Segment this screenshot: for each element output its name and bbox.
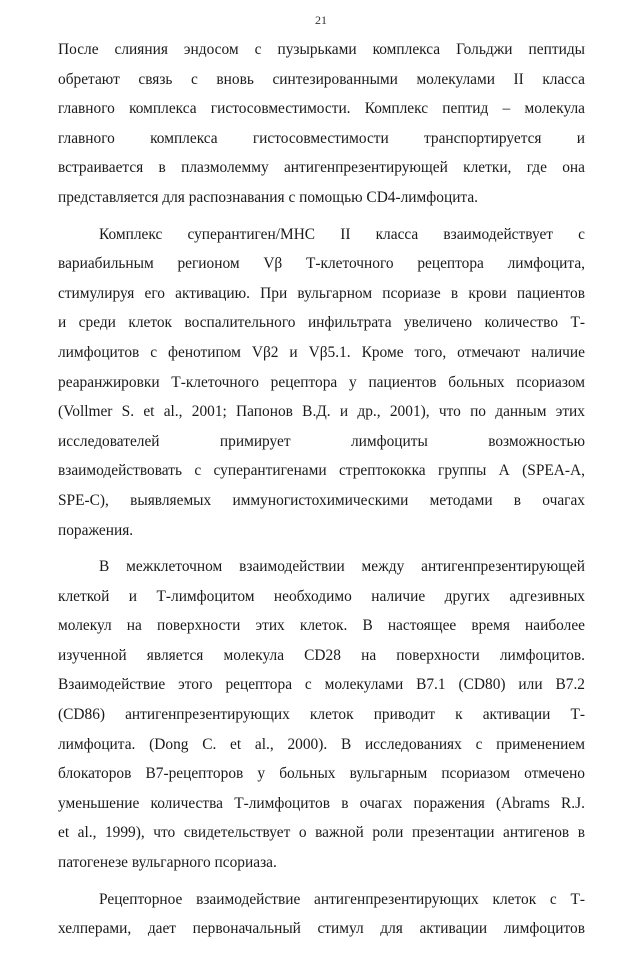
text-line: лимфоцита. (Dong C. et al., 2000). В исследованиях с применением (58, 735, 585, 753)
text-line: et al., 1999), что свидетельствует о важной роли презентации антигенов в (58, 824, 585, 842)
text-line: изученной является молекула CD28 на поверхности лимфоцитов. (58, 646, 585, 664)
text-line: встраивается в плазмолемму антигенпрезентирующей клетки, где она (58, 159, 585, 177)
text-line: блокаторов В7-рецепторов у больных вульгарным псориазом отмечено (58, 765, 585, 783)
text-line: взаимодействовать с суперантигенами стрептококка группы А (SPEA-A, (58, 462, 585, 480)
paragraph-gap (58, 545, 585, 552)
text-line: представляется для распознавания с помощью CD4-лимфоцита. (58, 188, 479, 206)
text-line: реаранжировки Т-клеточного рецептора у пациентов больных псориазом (58, 373, 585, 391)
text-line: стимулируя его активацию. При вульгарном псориазе в крови пациентов (58, 284, 585, 302)
text-line: и среди клеток воспалительного инфильтрата увеличено количество Т- (58, 314, 585, 332)
page-number: 21 (315, 13, 327, 27)
text-line: главного комплекса гистосовместимости транспортируется и (58, 129, 585, 147)
text-line: вариабильным регионом Vβ Т-клеточного рецептора лимфоцита, (58, 255, 585, 273)
text-line: клеткой и Т-лимфоцитом необходимо наличие других адгезивных (58, 587, 585, 605)
document-body (58, 35, 585, 944)
text-line: Взаимодействие этого рецептора с молекулами В7.1 (CD80) или В7.2 (58, 676, 585, 694)
text-line: поражения. (58, 521, 134, 539)
text-line: (CD86) антигенпрезентирующих клеток приводит к активации Т- (58, 706, 585, 724)
paragraph (58, 220, 585, 546)
text-line: После слияния эндосом с пузырьками комплекса Гольджи пептиды (58, 41, 585, 58)
paragraph (58, 552, 585, 878)
text-line: (Vollmer S. et al., 2001; Папонов В.Д. и др., 2001), что по данным этих (58, 403, 585, 421)
text-line: главного комплекса гистосовместимости. Комплекс пептид – молекула (58, 100, 585, 118)
text-line: SPE-C), выявляемых иммуногистохимическими методами в очагах (58, 491, 585, 509)
text-line: лимфоцитов с фенотипом Vβ2 и Vβ5.1. Кроме того, отмечают наличие (58, 343, 585, 361)
text-line: обретают связь с вновь синтезированными молекулами II класса (58, 70, 585, 88)
paragraph (58, 35, 585, 213)
text-line: Комплекс суперантиген/MHC II класса взаимодействует с (99, 225, 585, 243)
text-line: Рецепторное взаимодействие антигенпрезентирующих клеток с Т- (99, 890, 585, 908)
paragraph-gap (58, 878, 585, 885)
text-line: В межклеточном взаимодействии между антигенпрезентирующей (99, 558, 585, 576)
text-line: хелперами, дает первоначальный стимул для активации лимфоцитов (58, 920, 585, 938)
text-line: молекул на поверхности этих клеток. В настоящее время наиболее (58, 617, 585, 635)
text-line: уменьшение количества Т-лимфоцитов в очагах поражения (Abrams R.J. (58, 794, 585, 812)
paragraph (58, 885, 585, 944)
text-line: исследователей примирует лимфоциты возможностью (58, 432, 585, 450)
paragraph-gap (58, 213, 585, 220)
text-line: патогенезе вульгарного псориаза. (58, 854, 277, 872)
